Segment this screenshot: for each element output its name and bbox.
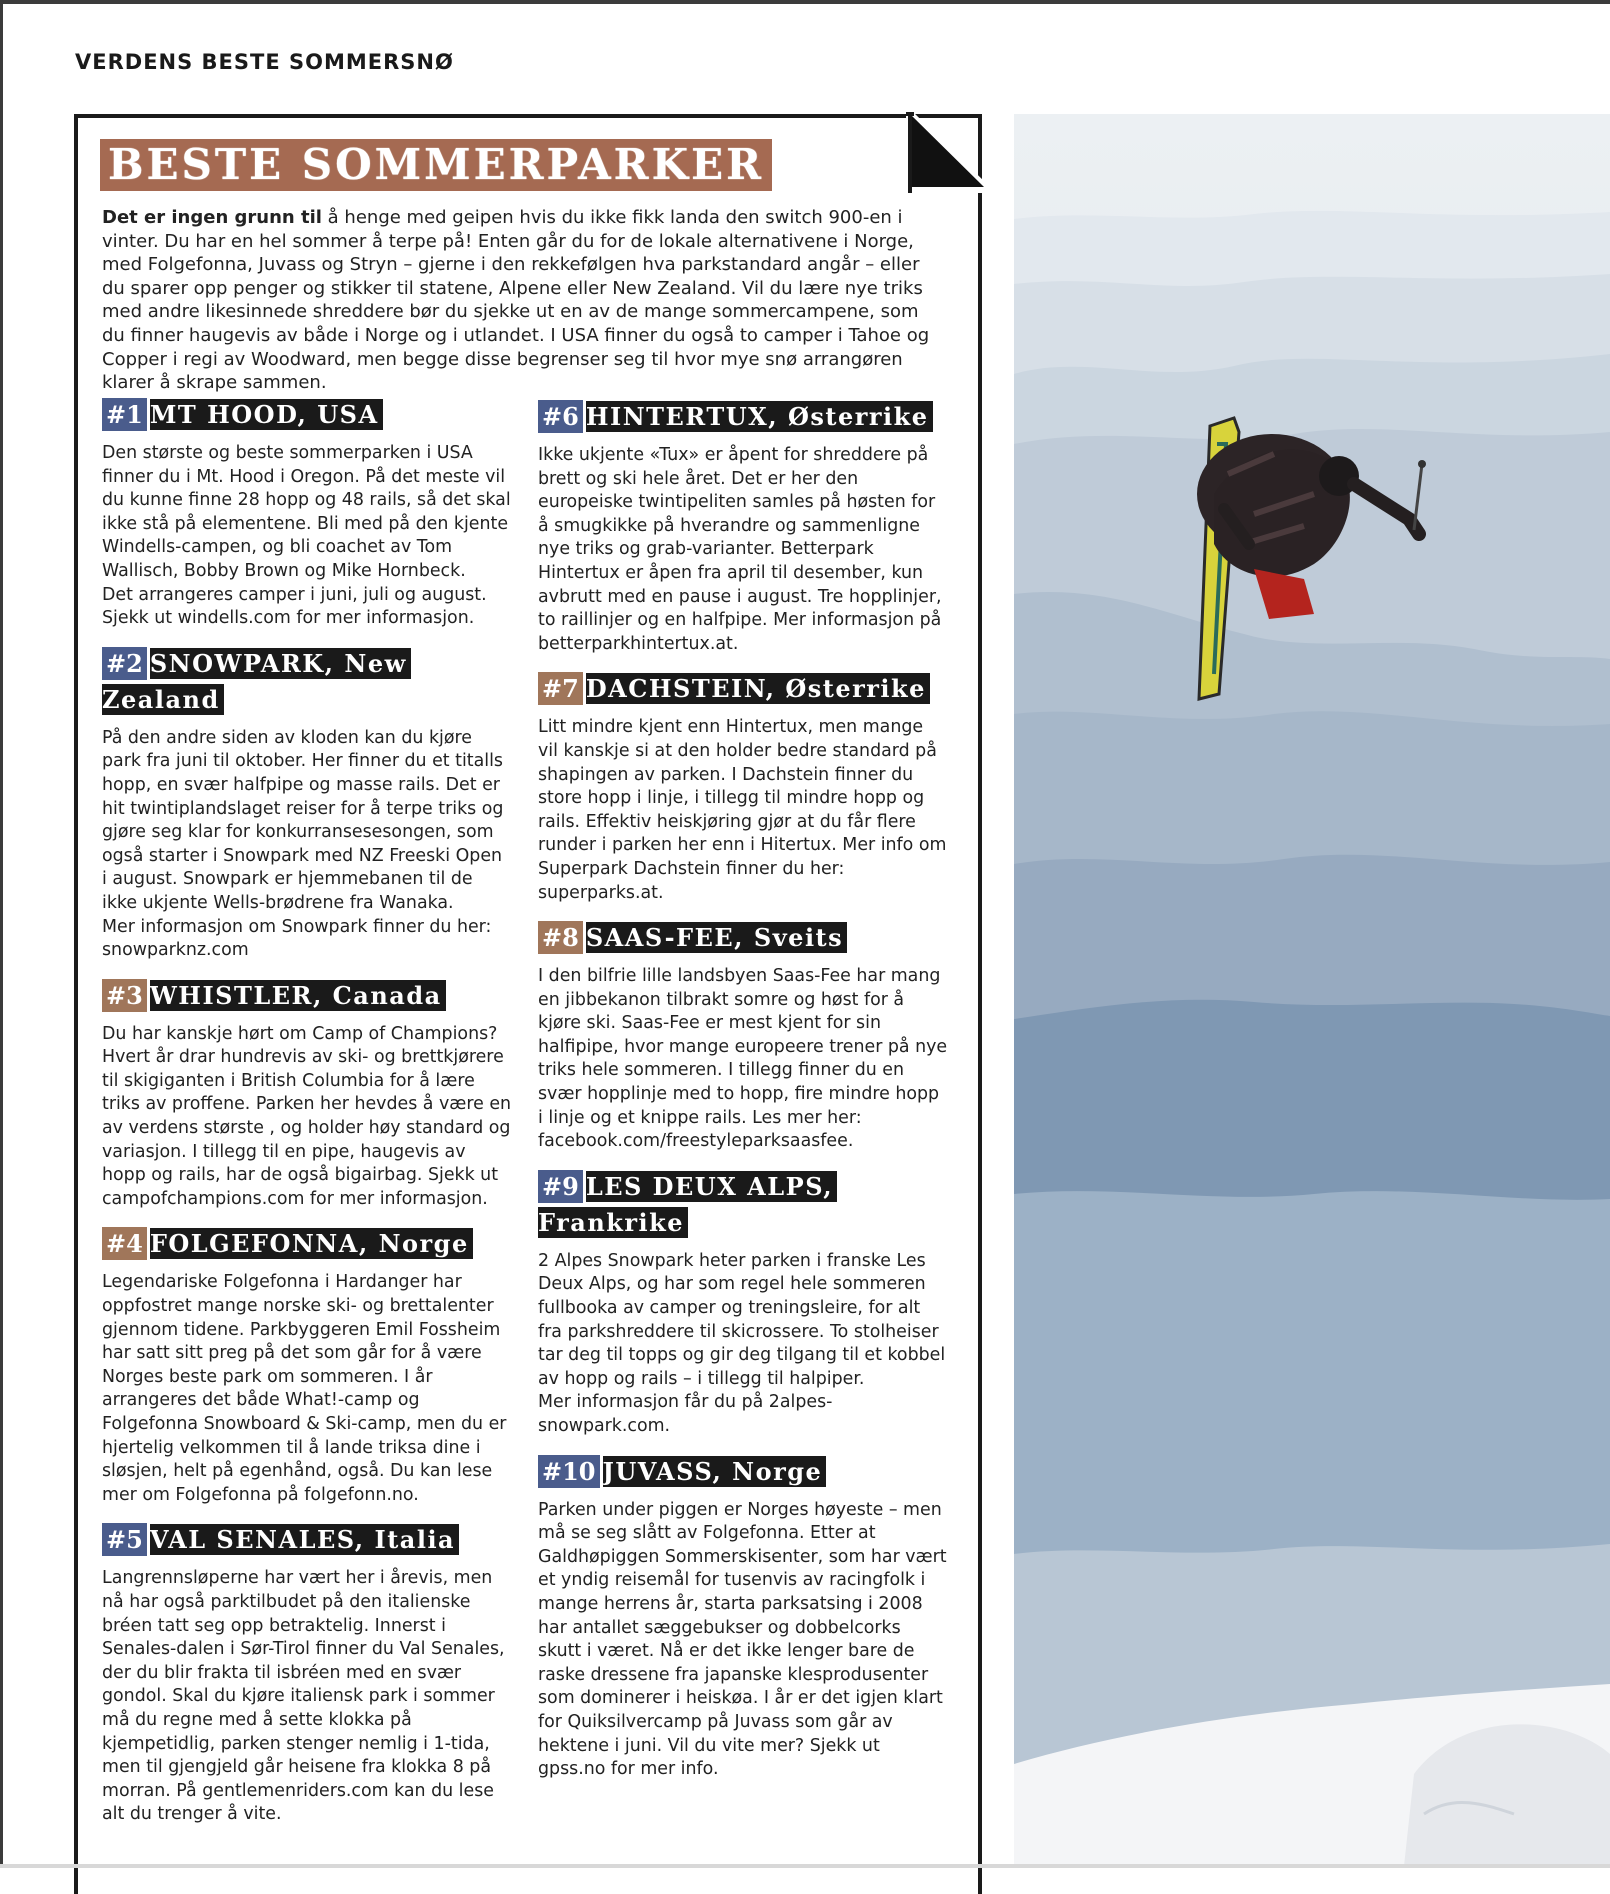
- park-entry: [538, 1455, 948, 1782]
- park-heading: [538, 400, 948, 436]
- park-name: MT HOOD, USA: [150, 399, 383, 430]
- article-title: BESTE SOMMERPARKER: [100, 139, 772, 191]
- page-edge-top: [0, 0, 1610, 4]
- park-rank-badge: #3: [102, 979, 147, 1012]
- section-header: VERDENS BESTE SOMMERSNØ: [75, 50, 454, 74]
- park-description: Langrennsløperne har vært her i årevis, men nå har også parktilbudet på den italienske bréen tatt seg opp betraktelig. Innerst i Senales-dalen i Sør-Tirol finner du Val Senales, der du blir frakta til isbréen med en svær gondol. Skal du kjøre italiensk park i sommer må du regne med å sette klokka på kjempetidlig, parken stenger nemlig i 1-tida, men til gjengjeld går heisene fra klokka 8 på morran. På gentlemenriders.com kan du lese alt du trenger å vite.: [102, 1568, 505, 1825]
- park-description: I den bilfrie lille landsbyen Saas-Fee har mang en jibbekanon tilbrakt somre og høst for å kjøre ski. Saas-Fee er mest kjent for sin halfipipe, hvor mange europeere trener på nye triks hele sommeren. I tillegg finner du en svær hopplinje med to hopp, fire mindre hopp i linje og et knippe rails. Les mer her: facebook.com/freestyleparksaasfee.: [538, 966, 948, 1152]
- left-column: [102, 398, 512, 1843]
- intro-paragraph: [102, 206, 942, 395]
- skier-photo-illustration: [1014, 114, 1610, 1866]
- park-entry: [102, 398, 512, 631]
- park-rank-badge: #9: [538, 1170, 583, 1203]
- park-name: SAAS-FEE, Sveits: [586, 922, 847, 953]
- park-name: SNOWPARK, New Zealand: [102, 648, 411, 715]
- park-rank-badge: #7: [538, 672, 583, 705]
- park-heading: [538, 1455, 948, 1491]
- intro-text: å henge med geipen hvis du ikke fikk landa den switch 900-en i vinter. Du har en hel sommer å terpe på! Enten går du for de lokale alternativene i Norge, med Folgefonna, Juvass og Stryn – gjerne i den rekkefølgen hva parkstandard angår – eller du sparer opp penger og stikker til statene, Alpene eller New Zealand. Vil du lære nye triks med andre likesinnede shreddere bør du sjekke ut en av de mange sommercampene, som du finner haugevis av både i Norge og i utlandet. I USA finner du også to camper i Tahoe og Copper i regi av Woodward, men begge disse begrenser seg til hvor mye snø arrangøren klarer å skrape sammen.: [102, 207, 930, 394]
- park-rank-badge: #1: [102, 398, 147, 431]
- skier-photo: [1014, 114, 1610, 1866]
- park-description: 2 Alpes Snowpark heter parken i franske Les Deux Alps, og har som regel hele sommeren fullbooka av camper og treningsleire, for alt fra parkshreddere til skicrossere. To stolheiser tar deg til topps og gir deg tilgang til et kobbel av hopp og rails – i tillegg til halpiper. Mer informasjon får du på 2alpes-snowpark.com.: [538, 1250, 946, 1436]
- park-entry: [102, 1227, 512, 1507]
- intro-lead: Det er ingen grunn til: [102, 207, 322, 228]
- park-heading: [102, 398, 512, 434]
- park-entry: [538, 400, 948, 656]
- park-entry: [102, 979, 512, 1212]
- park-name: VAL SENALES, Italia: [150, 1524, 459, 1555]
- park-description: Legendariske Folgefonna i Hardanger har oppfostret mange norske ski- og brettalenter gjennom tidene. Parkbyggeren Emil Fossheim har satt sitt preg på det som går for å være Norges beste park om sommeren. I år arrangeres det både What!-camp og Folgefonna Snowboard & Ski-camp, men du er hjertelig velkommen til å lande triksa dine i sløsjen, helt på egenhånd, også. Du kan lese mer om Folgefonna på folgefonn.no.: [102, 1272, 507, 1505]
- park-name: HINTERTUX, Østerrike: [586, 401, 933, 432]
- park-name: LES DEUX ALPS, Frankrike: [538, 1171, 837, 1238]
- park-entry: [538, 672, 948, 905]
- park-entry: [102, 647, 512, 963]
- park-rank-badge: #2: [102, 647, 147, 680]
- park-name: JUVASS, Norge: [603, 1456, 827, 1487]
- park-rank-badge: #5: [102, 1523, 147, 1556]
- park-entry: [102, 1523, 512, 1827]
- park-name: WHISTLER, Canada: [150, 980, 446, 1011]
- park-description: På den andre siden av kloden kan du kjøre park fra juni til oktober. Her finner du et titalls hopp, en svær halfpipe og masse rails. Det er hit twintiplandslaget reiser for å terpe triks og gjøre seg klar for konkurransesesongen, som også starter i Snowpark med NZ Freeski Open i august. Snowpark er hjemmebanen til de ikke ukjente Wells-brødrene fra Wanaka. Mer informasjon om Snowpark finner du her: snowparknz.com: [102, 727, 504, 961]
- folded-corner-icon: [906, 111, 986, 193]
- park-rank-badge: #8: [538, 921, 583, 954]
- article-title-wrap: [100, 139, 772, 191]
- park-heading: [102, 1523, 512, 1559]
- park-description: Du har kanskje hørt om Camp of Champions? Hvert år drar hundrevis av ski- og brettkjørere til skigiganten i British Columbia for å lære triks av proffene. Parken her hevdes å være en av verdens største , og holder høy standard og variasjon. I tillegg til en pipe, haugevis av hopp og rails, har de også bigairbag. Sjekk ut campofchampions.com for mer informasjon.: [102, 1023, 512, 1209]
- park-rank-badge: #6: [538, 400, 583, 433]
- park-description: Ikke ukjente «Tux» er åpent for shreddere på brett og ski hele året. Det er her den europeiske twintipeliten samles på høsten for å smugkikke på hverandre og sammenligne nye triks og grab-varianter. Betterpark Hintertux er åpen fra april til desember, kun avbrutt med en pause i august. Tre hopplinjer, to raillinjer og en halfpipe. Mer informasjon på betterparkhintertux.at.: [538, 445, 942, 654]
- park-name: FOLGEFONNA, Norge: [150, 1228, 473, 1259]
- park-heading: [538, 921, 948, 957]
- park-name: DACHSTEIN, Østerrike: [586, 673, 930, 704]
- park-entry: [538, 1170, 948, 1439]
- page-edge-bottom: [0, 1864, 1610, 1868]
- park-heading: [538, 672, 948, 708]
- park-heading: [102, 647, 512, 719]
- park-rank-badge: #4: [102, 1227, 147, 1260]
- right-column: [538, 400, 948, 1798]
- park-heading: [102, 979, 512, 1015]
- park-rank-badge: #10: [538, 1455, 600, 1488]
- park-description: Parken under piggen er Norges høyeste – men må se seg slått av Folgefonna. Etter at Galdhøpiggen Sommerskisenter, som har vært et yndig reisemål for tusenvis av racingfolk i mange herrens år, starta parksatsing i 2008 har antallet sæggebukser og dobbelcorks skutt i været. Nå er det ikke lenger bare de raske dressene fra japanske klesprodusenter som dominerer i heiskøa. I år er det igjen klart for Quiksilvercamp på Juvass som går av hektene i juni. Vil du vite mer? Sjekk ut gpss.no for mer info.: [538, 1499, 947, 1780]
- park-description: Den største og beste sommerparken i USA finner du i Mt. Hood i Oregon. På det meste vil du kunne finne 28 hopp og 48 rails, så det skal ikke stå på elementene. Bli med på den kjente Windells-campen, og bli coachet av Tom Wallisch, Bobby Brown og Mike Hornbeck. Det arrangeres camper i juni, juli og august. Sjekk ut windells.com for mer informasjon.: [102, 443, 511, 629]
- page-edge-left: [0, 0, 3, 1868]
- park-heading: [538, 1170, 948, 1242]
- park-description: Litt mindre kjent enn Hintertux, men mange vil kanskje si at den holder bedre standard på shapingen av parken. I Dachstein finner du store hopp i linje, i tillegg til mindre hopp og rails. Effektiv heiskjøring gjør at du får flere runder i parken her enn i Hitertux. Mer info om Superpark Dachstein finner du her: superparks.at.: [538, 717, 947, 903]
- park-heading: [102, 1227, 512, 1263]
- park-entry: [538, 921, 948, 1154]
